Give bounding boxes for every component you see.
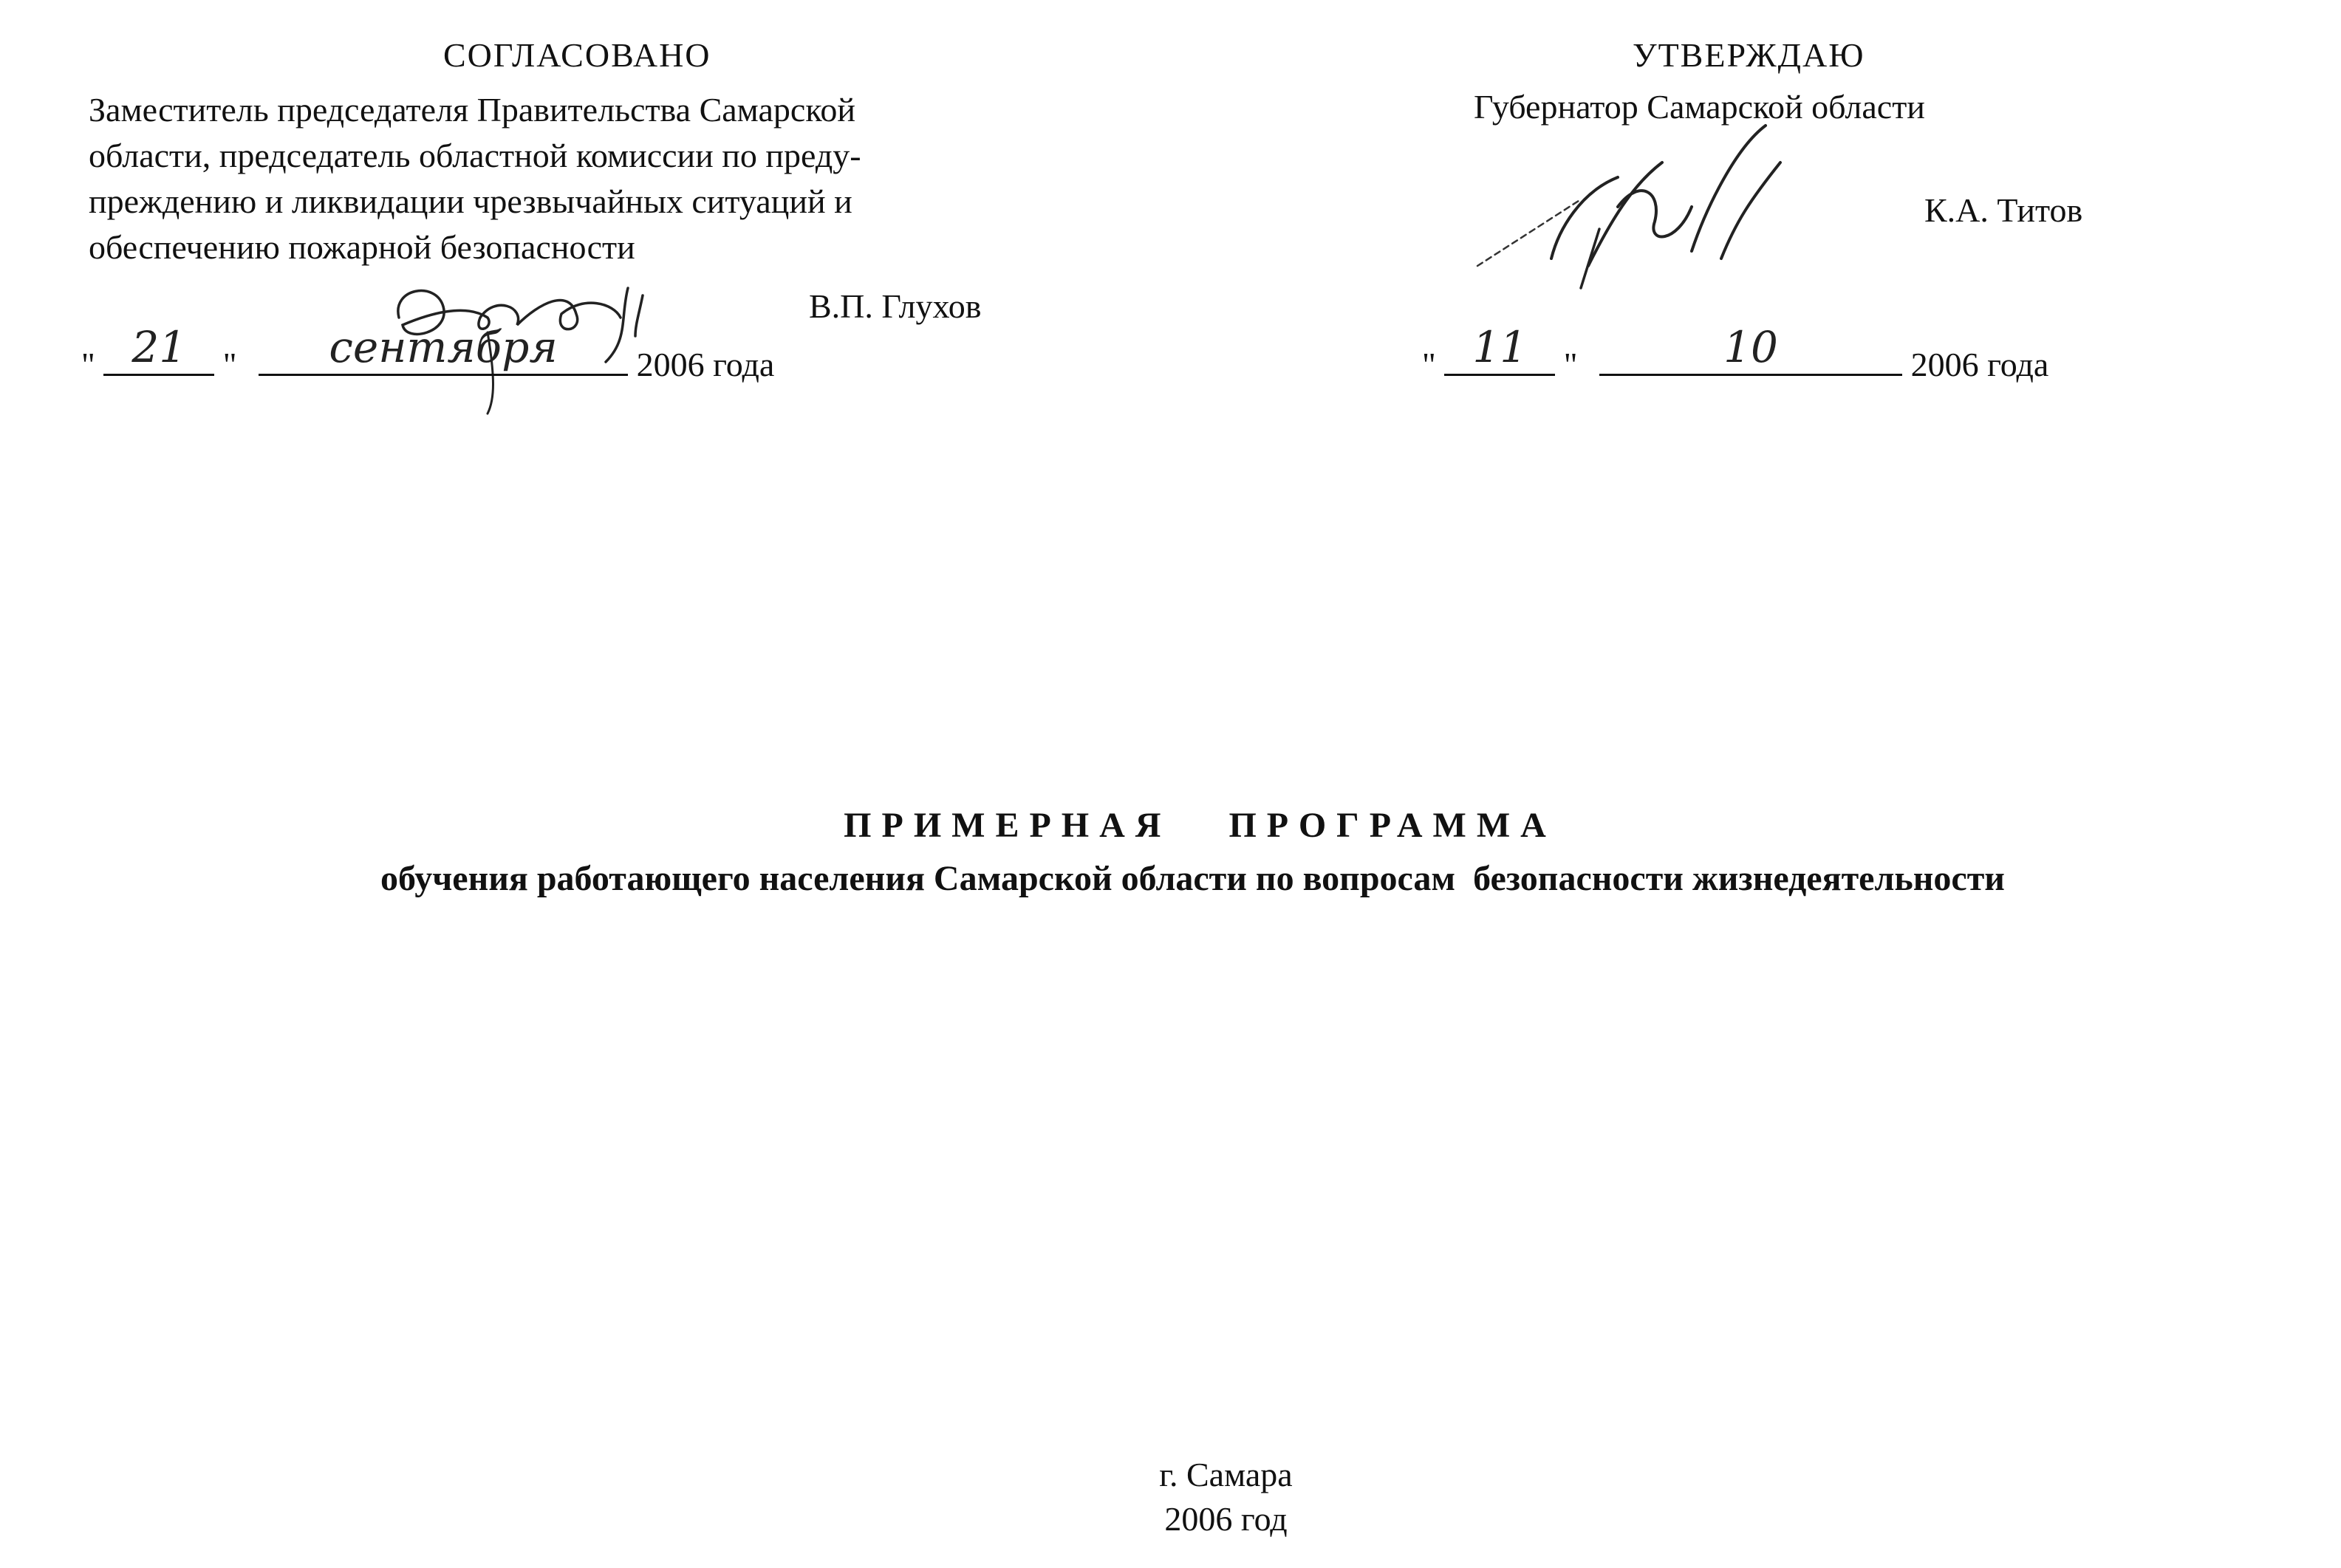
approved-day-blank [1444,322,1555,376]
quote-close: " [222,346,237,383]
agreed-date [81,322,775,384]
document-subtitle: обучения работающего населения Самарской области по вопросам безопасности жизнедеятельности [380,859,2005,898]
approved-signatory-name: К.А. Титов [1924,191,2083,229]
approved-signature [1470,118,1839,288]
footer-year: 2006 год [1164,1500,1288,1538]
agreed-position-line: Заместитель председателя Правительства Самарской [89,91,855,129]
approved-day-handwritten: 11 [1472,322,1528,372]
approved-year-text: 2006 года [1910,346,2049,383]
approved-position: Губернатор Самарской области [1474,88,1925,126]
footer-city: г. Самара [1159,1456,1293,1493]
agreed-position-line: обеспечению пожарной безопасности [89,228,635,266]
quote-open: " [1422,346,1436,383]
agreed-position [89,87,861,270]
approved-heading: УТВЕРЖДАЮ [1633,36,1865,74]
agreed-year-text: 2006 года [636,346,775,383]
approved-date [1422,322,2049,384]
agreed-position-line: области, председатель областной комиссии по преду- [89,137,861,174]
quote-close: " [1563,346,1578,383]
agreed-month-handwritten: сентября [329,322,558,372]
agreed-day-blank [103,322,214,376]
agreed-day-handwritten: 21 [131,322,187,372]
approved-month-blank [1599,322,1902,376]
quote-open: " [81,346,95,383]
agreed-position-line: преждению и ликвидации чрезвычайных ситуаций и [89,182,852,220]
agreed-month-blank [259,322,628,376]
agreed-signatory-name: В.П. Глухов [809,287,982,325]
agreed-heading: СОГЛАСОВАНО [443,36,711,74]
document-title: ПРИМЕРНАЯ ПРОГРАММА [844,806,1556,845]
approved-month-handwritten: 10 [1723,322,1778,372]
